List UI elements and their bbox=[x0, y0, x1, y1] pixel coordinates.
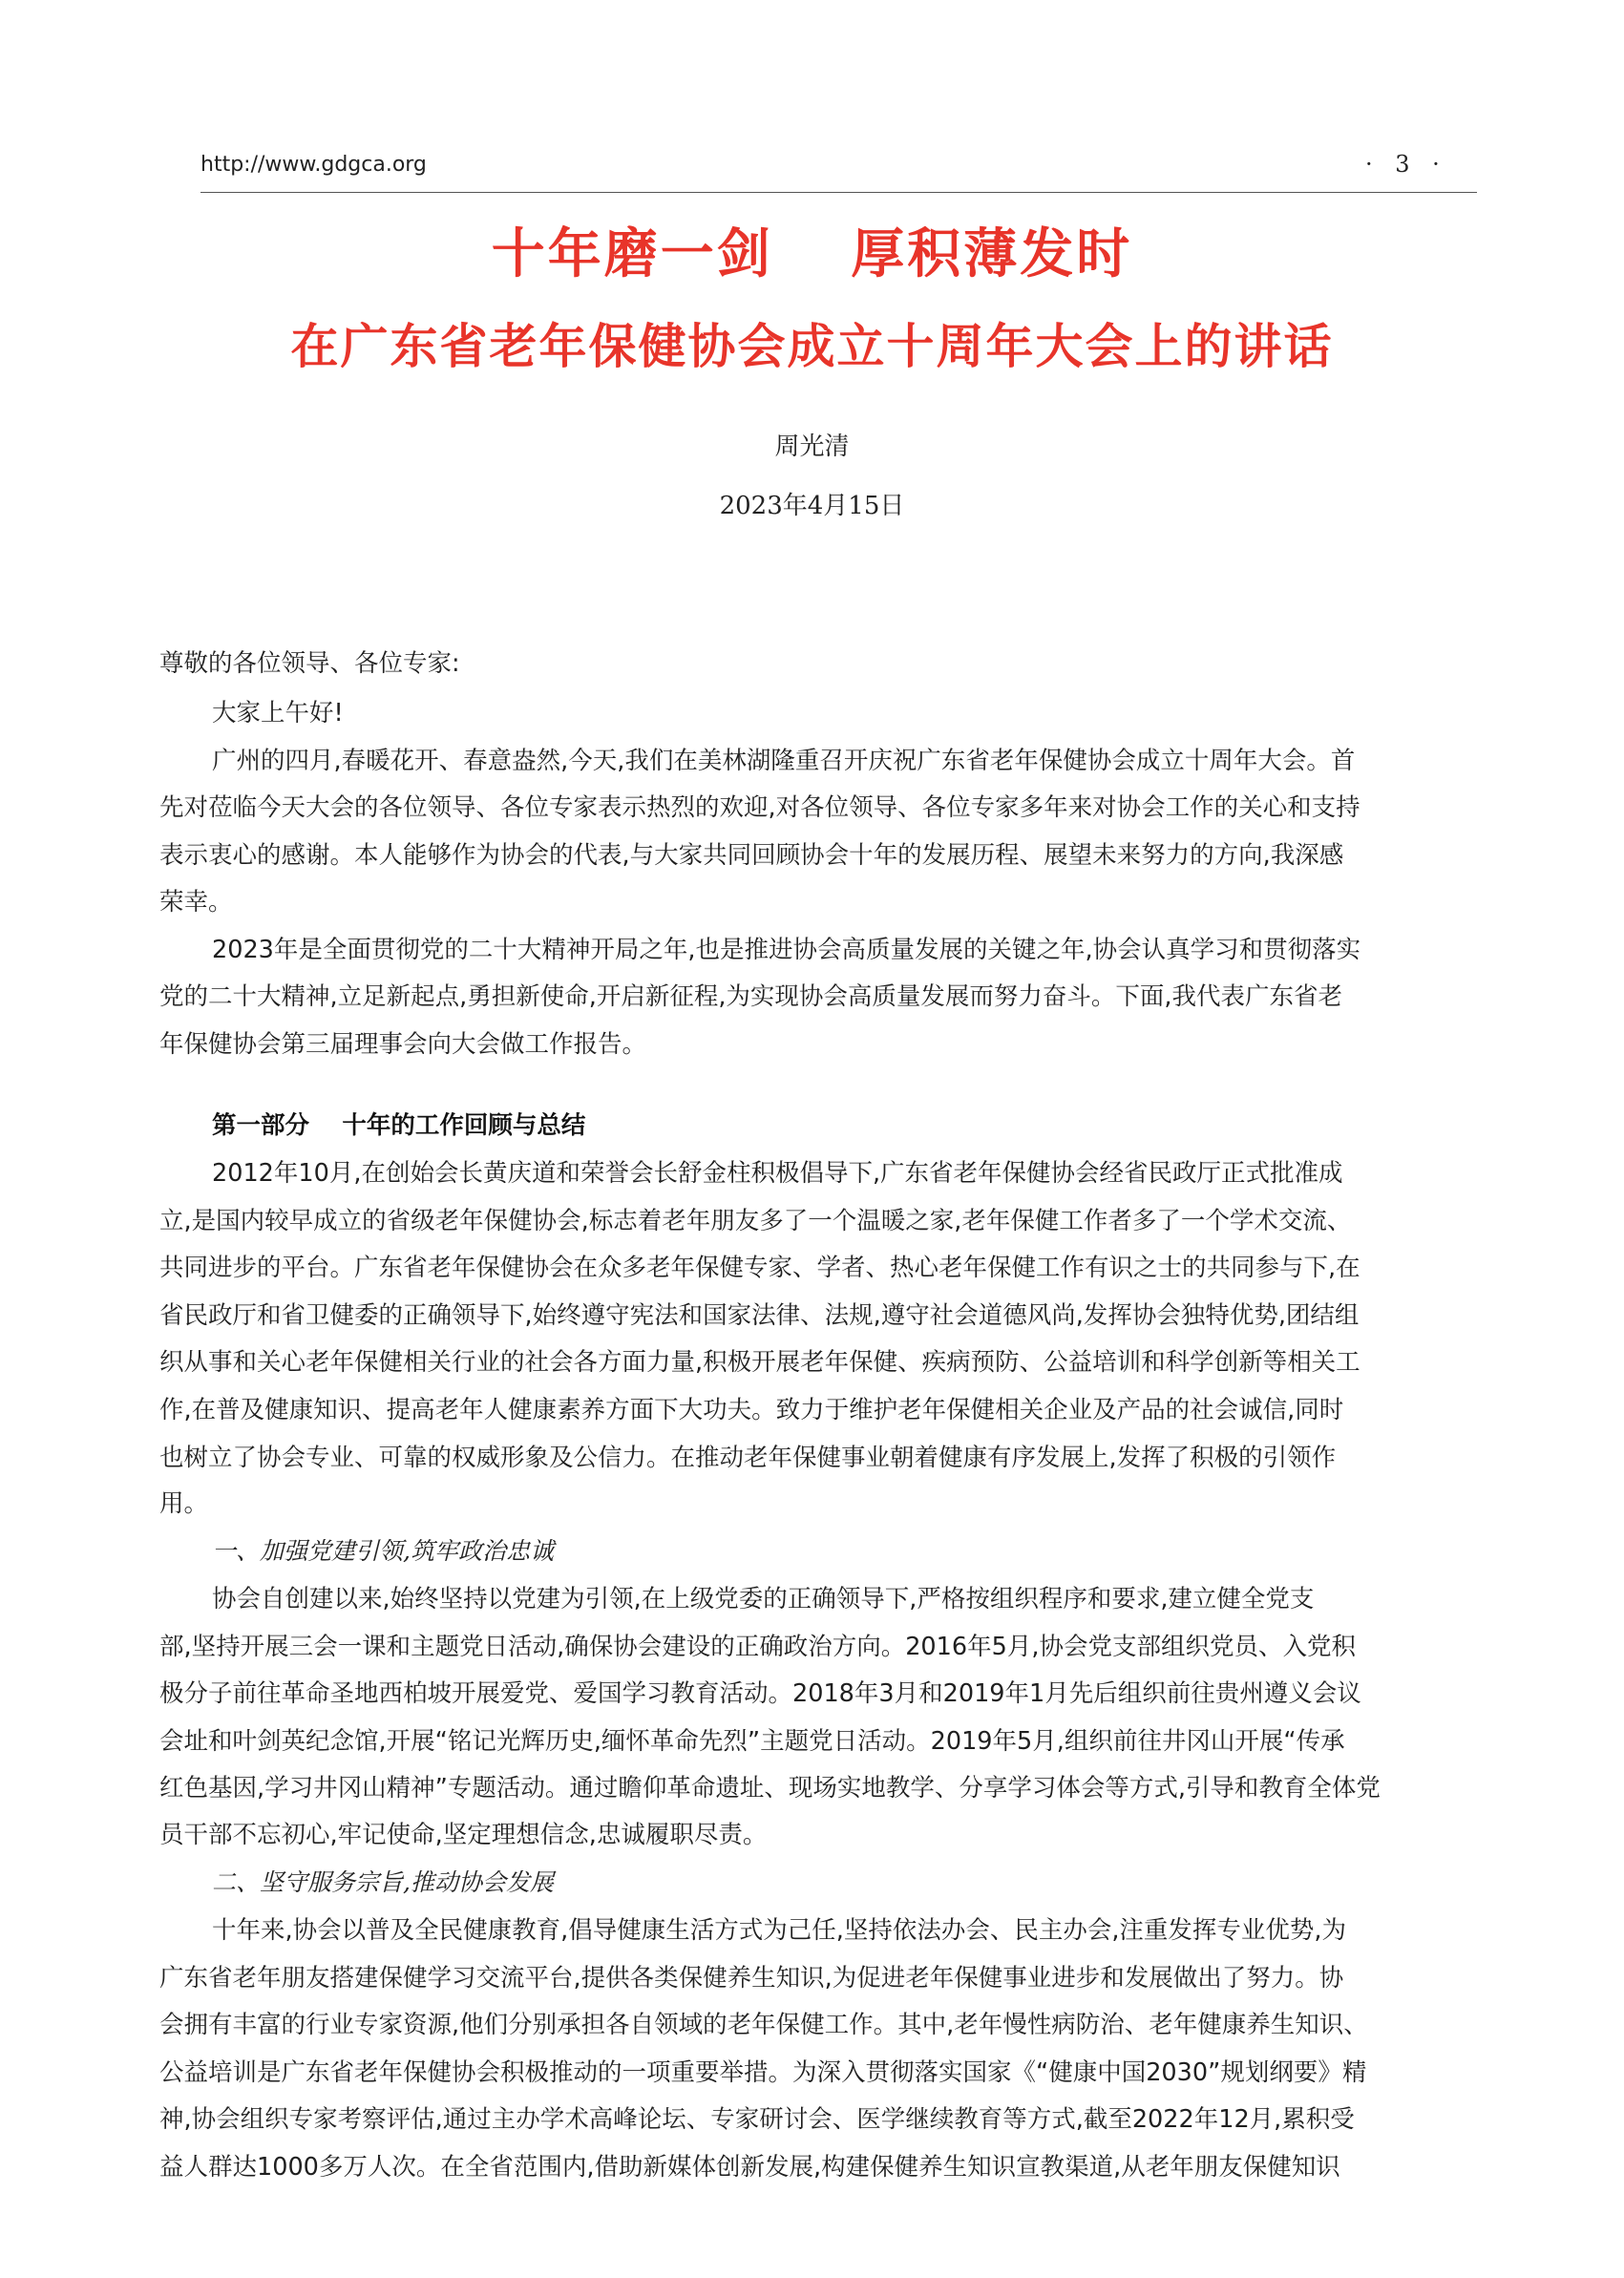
section1-paragraph-line: 会址和叶剑英纪念馆,开展“铭记光辉历史,缅怀革命先烈”主题党日活动。2019年5月,组织前往井冈山开展“传承 bbox=[159, 1727, 1345, 1756]
intro-paragraph-1-line: 广州的四月,春暖花开、春意盎然,今天,我们在美林湖隆重召开庆祝广东省老年保健协会成立十周年大会。首 bbox=[212, 747, 1356, 775]
header-url[interactable]: http://www.gdgca.org bbox=[200, 153, 427, 177]
salutation: 尊敬的各位领导、各位专家: bbox=[159, 649, 460, 678]
section2-paragraph-line: 会拥有丰富的行业专家资源,他们分别承担各自领域的老年保健工作。其中,老年慢性病防治、老年健康养生知识、 bbox=[159, 2011, 1368, 2039]
section1-paragraph-line: 员干部不忘初心,牢记使命,坚定理想信念,忠诚履职尽责。 bbox=[159, 1821, 768, 1849]
intro-paragraph-1-line: 荣幸。 bbox=[159, 888, 233, 917]
section2-heading: 二、坚守服务宗旨,推动协会发展 bbox=[212, 1868, 554, 1896]
page-number: · 3 · bbox=[1365, 151, 1447, 178]
part1-paragraph-line: 织从事和关心老年保健相关行业的社会各方面力量,积极开展老年保健、疾病预防、公益培训和科学创新等相关工 bbox=[159, 1348, 1360, 1377]
greeting: 大家上午好! bbox=[212, 699, 344, 728]
section1-paragraph-line: 极分子前往革命圣地西柏坡开展爱党、爱国学习教育活动。2018年3月和2019年1月先后组织前往贵州遵义会议 bbox=[159, 1679, 1361, 1708]
section2-paragraph-line: 公益培训是广东省老年保健协会积极推动的一项重要举措。为深入贯彻落实国家《“健康中国2030”规划纲要》精 bbox=[159, 2058, 1367, 2087]
header-divider bbox=[200, 192, 1477, 193]
part1-paragraph-line: 共同进步的平台。广东省老年保健协会在众多老年保健专家、学者、热心老年保健工作有识之士的共同参与下,在 bbox=[159, 1254, 1360, 1282]
title-line-2: 在广东省老年保健协会成立十周年大会上的讲话 bbox=[290, 319, 1334, 374]
part1-paragraph-line: 用。 bbox=[159, 1489, 209, 1518]
section1-paragraph-line: 协会自创建以来,始终坚持以党建为引领,在上级党委的正确领导下,严格按组织程序和要求,建立健全党支 bbox=[212, 1585, 1315, 1614]
section1-heading: 一、加强党建引领,筑牢政治忠诚 bbox=[212, 1537, 554, 1565]
section2-paragraph-line: 神,协会组织专家考察评估,通过主办学术高峰论坛、专家研讨会、医学继续教育等方式,截至2022年12月,累积受 bbox=[159, 2105, 1355, 2134]
part1-paragraph-line: 立,是国内较早成立的省级老年保健协会,标志着老年朋友多了一个温暖之家,老年保健工作者多了一个学术交流、 bbox=[159, 1207, 1352, 1235]
part1-paragraph-line: 2012年10月,在创始会长黄庆道和荣誉会长舒金柱积极倡导下,广东省老年保健协会经省民政厅正式批准成 bbox=[212, 1159, 1343, 1188]
section1-paragraph-line: 部,坚持开展三会一课和主题党日活动,确保协会建设的正确政治方向。2016年5月,协会党支部组织党员、入党积 bbox=[159, 1633, 1356, 1661]
part1-paragraph-line: 作,在普及健康知识、提高老年人健康素养方面下大功夫。致力于维护老年保健相关企业及产品的社会诚信,同时 bbox=[159, 1396, 1344, 1424]
section1-paragraph-line: 红色基因,学习井冈山精神”专题活动。通过瞻仰革命遗址、现场实地教学、分享学习体会等方式,引导和教育全体党 bbox=[159, 1774, 1381, 1803]
title-line-1: 十年磨一剑 厚积薄发时 bbox=[491, 223, 1133, 285]
author: 周光清 bbox=[774, 432, 850, 461]
part1-paragraph-line: 也树立了协会专业、可靠的权威形象及公信力。在推动老年保健事业朝着健康有序发展上,发挥了积极的引领作 bbox=[159, 1444, 1337, 1472]
intro-paragraph-2-line: 党的二十大精神,立足新起点,勇担新使命,开启新征程,为实现协会高质量发展而努力奋斗。下面,我代表广东省老 bbox=[159, 982, 1343, 1011]
section2-paragraph-line: 益人群达1000多万人次。在全省范围内,借助新媒体创新发展,构建保健养生知识宣教渠道,从老年朋友保健知识 bbox=[159, 2153, 1340, 2182]
date: 2023年4月15日 bbox=[719, 492, 905, 520]
section2-paragraph-line: 十年来,协会以普及全民健康教育,倡导健康生活方式为己任,坚持依法办会、民主办会,注重发挥专业优势,为 bbox=[212, 1916, 1347, 1945]
part1-paragraph-line: 省民政厅和省卫健委的正确领导下,始终遵守宪法和国家法律、法规,遵守社会道德风尚,发挥协会独特优势,团结组 bbox=[159, 1301, 1360, 1330]
section2-paragraph-line: 广东省老年朋友搭建保健学习交流平台,提供各类保健养生知识,为促进老年保健事业进步和发展做出了努力。协 bbox=[159, 1964, 1344, 1993]
part1-heading: 第一部分 十年的工作回顾与总结 bbox=[212, 1111, 586, 1140]
intro-paragraph-1-line: 表示衷心的感谢。本人能够作为协会的代表,与大家共同回顾协会十年的发展历程、展望未来努力的方向,我深感 bbox=[159, 841, 1344, 870]
intro-paragraph-2-line: 年保健协会第三届理事会向大会做工作报告。 bbox=[159, 1030, 647, 1059]
intro-paragraph-2-line: 2023年是全面贯彻党的二十大精神开局之年,也是推进协会高质量发展的关键之年,协会认真学习和贯彻落实 bbox=[212, 936, 1361, 964]
intro-paragraph-1-line: 先对莅临今天大会的各位领导、各位专家表示热烈的欢迎,对各位领导、各位专家多年来对协会工作的关心和支持 bbox=[159, 793, 1360, 822]
